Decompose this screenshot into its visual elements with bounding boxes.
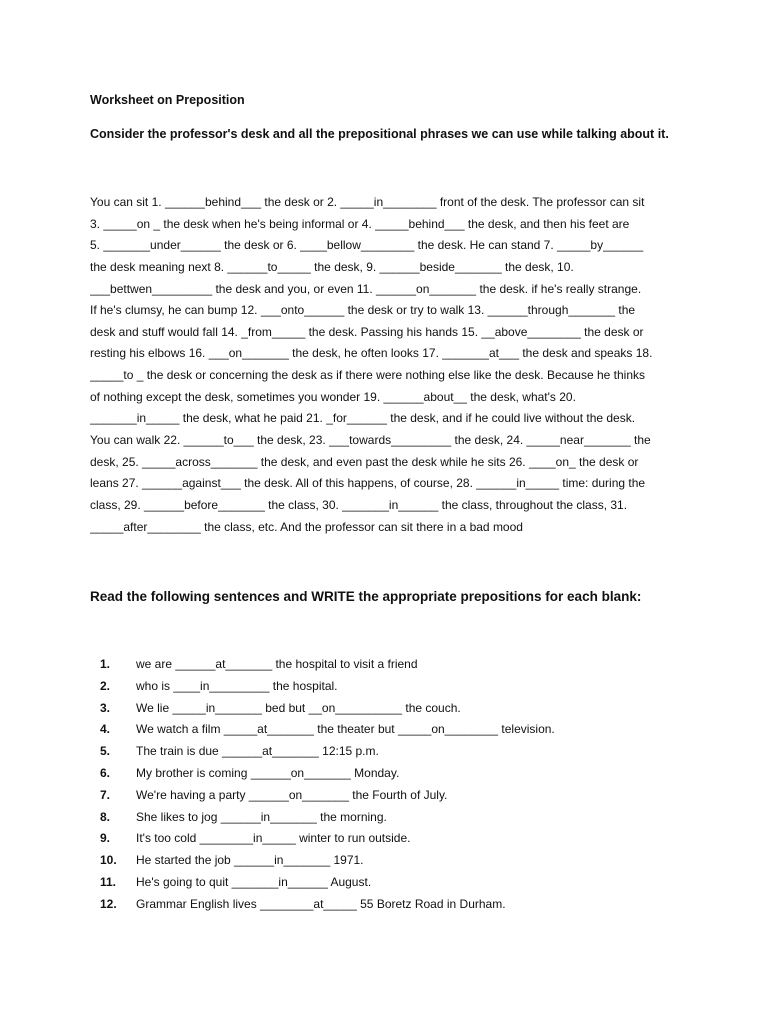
list-item: [100, 850, 555, 872]
item-text: She likes to jog ______in_______ the morning.: [136, 809, 387, 824]
item-number: 11.: [100, 874, 117, 889]
list-item: [100, 894, 555, 916]
list-item: [100, 785, 555, 807]
item-number: 6.: [100, 765, 111, 780]
item-text: We're having a party ______on_______ the Fourth of July.: [136, 787, 448, 802]
list-item: [100, 719, 555, 741]
item-text: We lie _____in_______ bed but __on__________ the couch.: [136, 700, 461, 715]
passage-line: desk, 25. _____across_______ the desk, and even past the desk while he sits 26. ____on_ the desk or: [90, 454, 639, 469]
item-text: It's too cold ________in_____ winter to run outside.: [136, 831, 411, 846]
list-item: [100, 828, 555, 850]
passage-line: resting his elbows 16. ___on_______ the desk, he often looks 17. _______at___ the desk and speaks 18.: [90, 346, 653, 361]
item-text: My brother is coming ______on_______ Monday.: [136, 765, 400, 780]
item-number: 8.: [100, 809, 111, 824]
item-number: 5.: [100, 744, 111, 759]
passage-line: leans 27. ______against___ the desk. All of this happens, of course, 28. ______in_____ time: during the: [90, 476, 646, 491]
item-text: He's going to quit _______in______ August.: [136, 874, 372, 889]
item-number: 1.: [100, 657, 111, 671]
passage-line: You can walk 22. ______to___ the desk, 23. ___towards_________ the desk, 24. _____near_______ the: [90, 433, 651, 448]
list-item: [100, 872, 555, 894]
item-number: 3.: [100, 700, 111, 715]
item-text: We watch a film _____at_______ the theater but _____on________ television.: [136, 722, 555, 737]
exercise-instruction: Read the following sentences and WRITE the appropriate prepositions for each blank:: [90, 589, 642, 604]
fill-in-passage: [90, 192, 685, 538]
passage-line: _____after________ the class, etc. And the professor can sit there in a bad mood: [90, 519, 523, 534]
passage-line: _____to _ the desk or concerning the desk as if there were nothing else like the desk. Because he thinks: [90, 368, 646, 383]
list-item: [100, 741, 555, 763]
passage-line: _______in_____ the desk, what he paid 21. _for______ the desk, and if he could live without the desk.: [90, 411, 636, 426]
passage-line: of nothing except the desk, sometimes you wonder 19. ______about__ the desk, what's 20.: [90, 389, 576, 404]
exercise-list: [100, 654, 555, 916]
passage-line: 5. _______under______ the desk or 6. ____bellow________ the desk. He can stand 7. _____by______: [90, 238, 644, 253]
passage-line: You can sit 1. ______behind___ the desk or 2. _____in________ front of the desk. The professor can sit: [90, 195, 645, 209]
item-number: 7.: [100, 787, 111, 802]
list-item: [100, 698, 555, 720]
item-number: 12.: [100, 896, 117, 911]
passage-line: class, 29. ______before_______ the class, 30. _______in______ the class, throughout the class, 31.: [90, 497, 628, 512]
item-text: Grammar English lives ________at_____ 55 Boretz Road in Durham.: [136, 896, 506, 911]
list-item: [100, 676, 555, 698]
item-number: 9.: [100, 831, 111, 846]
intro-text: Consider the professor's desk and all the prepositional phrases we can use while talking about it.: [90, 127, 669, 141]
item-number: 2.: [100, 678, 111, 693]
item-text: we are ______at_______ the hospital to visit a friend: [136, 657, 418, 671]
passage-line: 3. _____on _ the desk when he's being informal or 4. _____behind___ the desk, and then his feet are: [90, 216, 630, 231]
passage-line: If he's clumsy, he can bump 12. ___onto______ the desk or try to walk 13. ______through_______ the: [90, 303, 636, 318]
passage-line: ___bettwen_________ the desk and you, or even 11. ______on_______ the desk. if he's really strange.: [90, 281, 642, 296]
passage-line: desk and stuff would fall 14. _from_____ the desk. Passing his hands 15. __above________ the desk or: [90, 324, 644, 339]
list-item: [100, 654, 555, 676]
worksheet-title: Worksheet on Preposition: [90, 93, 245, 107]
item-number: 4.: [100, 722, 111, 737]
item-text: The train is due ______at_______ 12:15 p.m.: [136, 744, 379, 759]
list-item: [100, 807, 555, 829]
passage-line: the desk meaning next 8. ______to_____ the desk, 9. ______beside_______ the desk, 10.: [90, 259, 574, 274]
item-number: 10.: [100, 853, 117, 868]
item-text: He started the job ______in_______ 1971.: [136, 853, 364, 868]
item-text: who is ____in_________ the hospital.: [136, 678, 338, 693]
list-item: [100, 763, 555, 785]
